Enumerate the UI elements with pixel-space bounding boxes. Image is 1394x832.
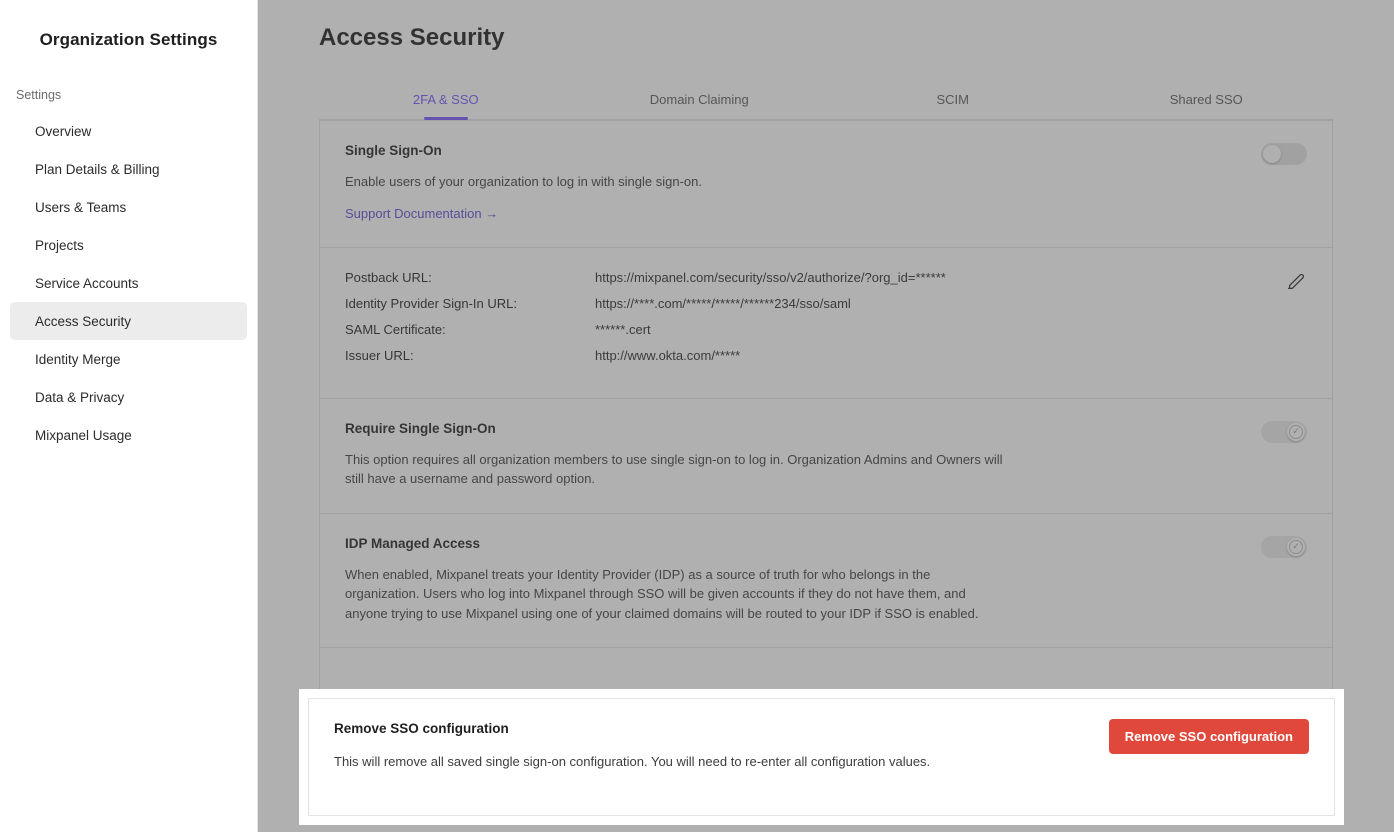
remove-sso-configuration-button[interactable]: Remove SSO configuration <box>1109 719 1309 754</box>
remove-sso-inner <box>309 699 1334 815</box>
sidebar-item-data-privacy[interactable] <box>10 378 247 416</box>
sidebar-item-projects[interactable] <box>10 226 247 264</box>
sidebar-item-label: Service Accounts <box>35 275 139 291</box>
idp-managed-access-title: IDP Managed Access <box>345 535 481 551</box>
sidebar-item-label: Users & Teams <box>35 199 127 215</box>
tab-label: Domain Claiming <box>649 92 749 107</box>
config-value: ******.cert <box>595 321 651 337</box>
config-value: http://www.okta.com/***** <box>595 347 741 363</box>
page-title: Access Security <box>319 24 505 51</box>
sidebar-item-label: Overview <box>35 123 92 139</box>
sidebar-item-access-security[interactable] <box>10 302 247 340</box>
sidebar-item-label: Plan Details & Billing <box>35 161 160 177</box>
remove-sso-title: Remove SSO configuration <box>334 721 509 736</box>
require-single-sign-on-title: Require Single Sign-On <box>345 420 496 436</box>
sidebar-item-plan-details-billing[interactable] <box>10 150 247 188</box>
sidebar-item-label: Access Security <box>35 313 132 329</box>
config-label: Identity Provider Sign-In URL: <box>345 295 517 311</box>
main-content <box>258 0 1394 832</box>
sidebar-section-label: Settings <box>16 88 62 102</box>
check-icon: ✓ <box>1289 425 1303 439</box>
sidebar-item-service-accounts[interactable] <box>10 264 247 302</box>
idp-managed-access-description: When enabled, Mixpanel treats your Identity Provider (IDP) as a source of truth for who belongs in the organization. Users who log into Mixpanel through SSO will be given accounts if they do not have them, and anyone trying to use Mixpanel using one of your claimed domains will be routed to your IDP if SSO is enabled. <box>345 566 979 621</box>
sidebar-item-identity-merge[interactable] <box>10 340 247 378</box>
config-value: https://mixpanel.com/security/sso/v2/authorize/?org_id=****** <box>595 269 946 285</box>
config-label: Postback URL: <box>345 269 432 285</box>
tab-label: SCIM <box>936 92 969 107</box>
single-sign-on-title: Single Sign-On <box>345 143 442 158</box>
sidebar-item-label: Projects <box>35 237 84 253</box>
sidebar-item-label: Data & Privacy <box>35 389 125 405</box>
config-value: https://****.com/*****/*****/******234/sso/saml <box>595 295 851 311</box>
check-icon: ✓ <box>1289 540 1303 554</box>
config-label: SAML Certificate: <box>345 321 446 337</box>
single-sign-on-description: Enable users of your organization to log in with single sign-on. <box>345 174 702 189</box>
tab-label: 2FA & SSO <box>412 92 479 107</box>
remove-sso-description: This will remove all saved single sign-on configuration. You will need to re-enter all configuration values. <box>334 754 931 769</box>
config-label: Issuer URL: <box>345 347 414 363</box>
sidebar-item-label: Identity Merge <box>35 351 121 367</box>
remove-sso-configuration-panel <box>308 698 1335 816</box>
require-single-sign-on-description: This option requires all organization members to use single sign-on to log in. Organization Admins and Owners will still have a username and password option. <box>345 451 1003 486</box>
sidebar-item-label: Mixpanel Usage <box>35 427 132 443</box>
sidebar-title: Organization Settings <box>39 30 218 49</box>
sidebar-item-overview[interactable] <box>10 112 247 150</box>
support-documentation-link[interactable]: Support Documentation → <box>345 205 499 221</box>
sidebar-item-users-teams[interactable] <box>10 188 247 226</box>
sidebar-item-mixpanel-usage[interactable] <box>10 416 247 454</box>
sidebar <box>0 0 258 832</box>
tab-label: Shared SSO <box>1169 92 1243 107</box>
